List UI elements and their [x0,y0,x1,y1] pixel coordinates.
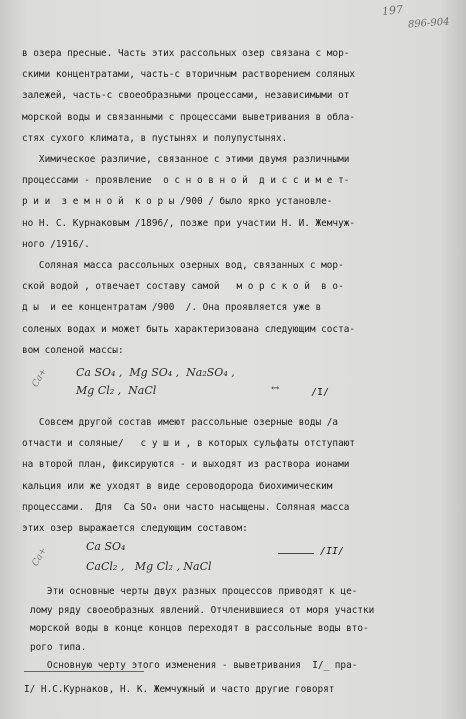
text-line: р и и з е м н о й к о р ы /900 / было ярко установле- [22,196,333,208]
text-line: Совсем другой состав имеют рассольные озерные воды /а [22,417,339,428]
text-line: Химическое различие, связанное с этими двумя различными [22,154,350,165]
formula-b-ref: /II/ [320,546,345,557]
text-line: морской воды в конце концов переходят в рассольные воды вто- [30,623,369,635]
formula-a-row1: Ca SO₄ , Mg SO₄ , Na₂SO₄ , [76,366,235,379]
text-line: скими концентратами, часть-с вторичным растворением соляных [22,69,356,81]
archive-mark-range: 896-904 [407,16,450,31]
margin-note-left-2: Ca+ [30,545,50,569]
text-line: рого типа. [30,641,87,653]
text-line: отчасти и соляные/ с у ш и , в которых сульфаты отступают [22,438,356,450]
arrow-a: ↔ [271,383,280,394]
formula-a-ref: /I/ [311,387,330,398]
text-line: соленых водах и может быть характеризована следующим соста- [22,323,356,335]
arrow-b-line [278,553,314,554]
footnote: I/ Н.С.Курнаков, Н. К. Жемчужный и часто другие говорят [24,684,335,695]
footnote-rule [24,671,144,672]
text-line: вом соленой массы: [22,344,124,356]
text-line: Основную черту этого изменения - выветривания I/_ пра- [30,660,358,672]
text-line: в озера пресные. Часть этих рассольных озер связана с мор- [22,48,350,59]
text-line: д ы и ее концентратам /900 /. Она проявляется уже в [22,302,322,314]
text-line: процессами. Для Ca SO₄ они часто насыщены. Соляная масса [22,501,350,513]
text-line: залежей, часть-с своеобразными процессами, независимыми от [22,90,350,102]
formula-b-row2: CaCl₂ , Mg Cl₂ , NaCl [86,560,212,573]
text-line: кальция или же уходят в виде сероводорода биохимическим [22,480,333,492]
formula-a-row2: Mg Cl₂ , NaCl [76,384,157,397]
text-line: Соляная масса рассольных озерных вод, связанных с мор- [22,260,344,271]
text-line: ного /1916/. [22,238,90,250]
text-line: этих озер выражается следующим составом: [22,523,248,534]
text-line: процессами - проявление о с н о в н о й д и с с и м е т- [22,175,350,187]
margin-note-left-1: Ca+ [30,366,50,390]
text-line: Эти основные черты двух разных процессов приводят к це- [30,586,358,597]
text-line: стях сухого климата, в пустынях и полупустынях. [22,132,288,144]
text-line: на второй план, фиксируются - и выходят из раствора ионами [22,459,350,471]
text-line: лому ряду своеобразных явлений. Отчленившиеся от моря участки [30,604,375,616]
archive-mark-top: 197 [381,2,404,19]
text-line: но Н. С. Курнаковым /1896/, позже при участии Н. И. Жемчуж- [22,217,356,229]
text-line: ской водой , отвечает составу самой м о р с к о й в о- [22,281,344,293]
formula-b-row1: Ca SO₄ [86,540,126,553]
text-line: морской воды и связанными с процессами выветривания в обла- [22,111,356,123]
